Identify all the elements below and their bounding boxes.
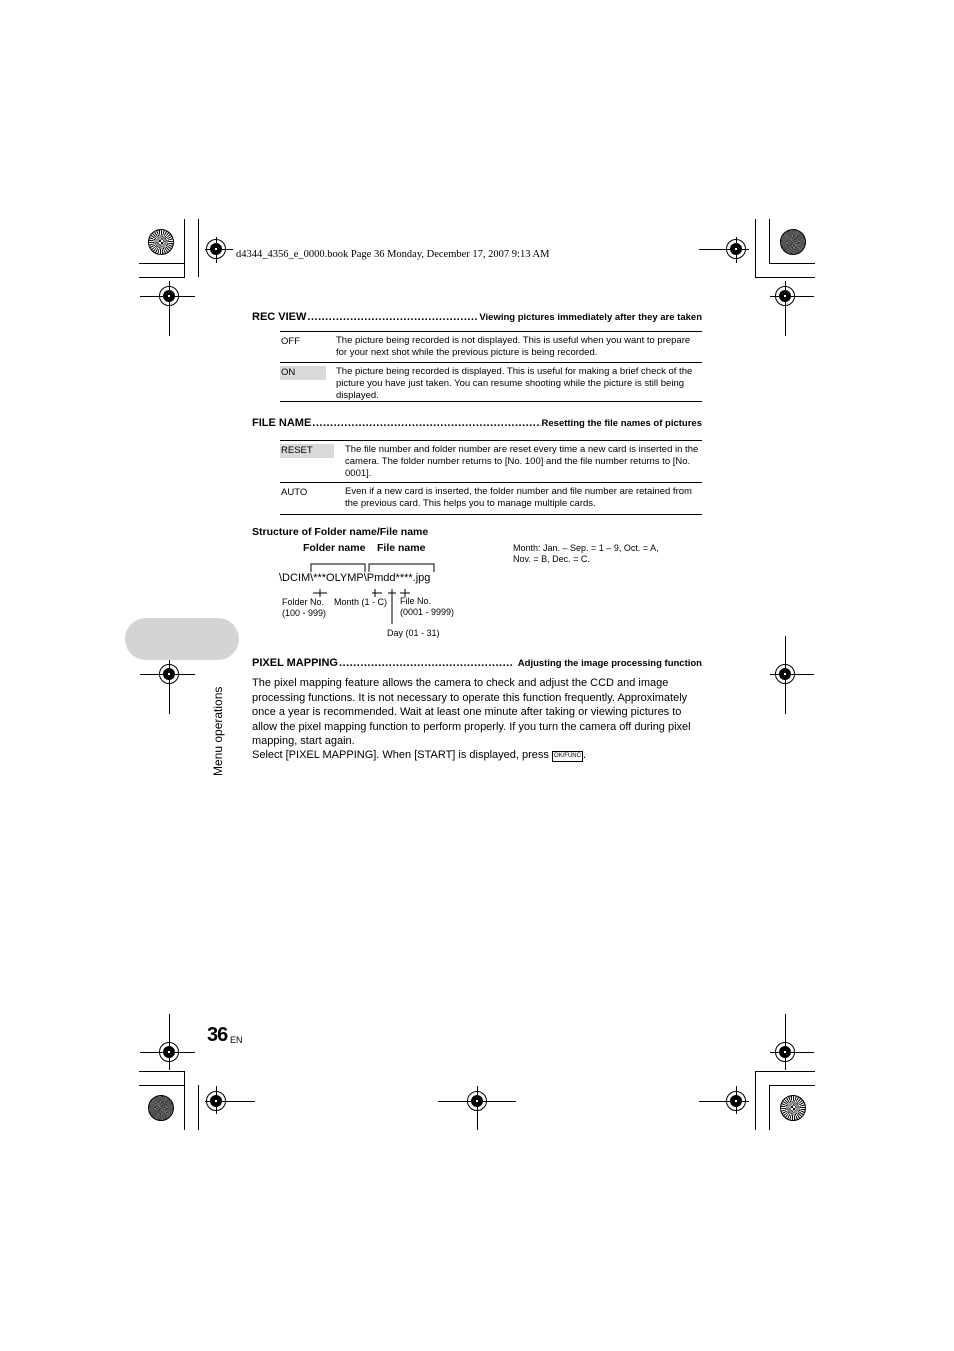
registration-target-icon	[206, 1091, 226, 1111]
month-note: Month: Jan. – Sep. = 1 – 9, Oct. = A,	[513, 543, 659, 553]
pixel-mapping-instruction	[252, 748, 704, 763]
structure-heading: Structure of Folder name/File name	[252, 526, 429, 538]
day-label: Day (01 - 31)	[387, 628, 440, 638]
folder-no-label: Folder No.	[282, 597, 325, 607]
file-no-label: File No.	[400, 596, 432, 606]
registration-target-icon	[467, 1091, 487, 1111]
pixel-mapping-heading	[252, 657, 702, 671]
crop-mark	[755, 1071, 756, 1130]
file-name-title: FILE NAME	[252, 417, 312, 429]
crop-mark	[139, 1085, 184, 1086]
registration-starburst-icon	[780, 1095, 806, 1121]
crop-mark	[139, 1071, 185, 1072]
crop-mark	[769, 1085, 815, 1086]
registration-target-icon	[775, 1042, 795, 1062]
leader-dots	[339, 657, 514, 669]
month-label: Month (1 - C)	[334, 597, 388, 607]
ok-func-button-icon: OK/FUNC	[552, 751, 583, 762]
rec-view-subtitle: Viewing pictures immediately after they are taken	[479, 312, 702, 323]
folder-name-label: Folder name	[303, 542, 366, 554]
rec-view-title: REC VIEW	[252, 311, 307, 323]
chapter-label: Menu operations	[211, 686, 225, 776]
instruction-text: Select [PIXEL MAPPING]. When [START] is displayed, press	[252, 749, 549, 761]
path-example: \DCIM\***OLYMP\Pmdd****.jpg	[279, 572, 431, 584]
option-key: OFF	[281, 336, 300, 347]
crop-mark	[198, 1085, 199, 1130]
crop-mark	[755, 1071, 815, 1072]
option-key: RESET	[280, 444, 334, 458]
registration-target-icon	[726, 1091, 746, 1111]
file-no-range: (0001 - 9999)	[400, 607, 455, 617]
file-name-label: File name	[377, 542, 426, 554]
pixel-mapping-body: The pixel mapping feature allows the camera to check and adjust the CCD and image processing functions. It is not necessary to operate this function frequently. Approximately once a year is recommended. Wait at least one minute after taking or viewing pictures to allow the pixel mapping function to perform properly. If you turn the camera off during pixel mapping, start again.	[252, 677, 691, 747]
option-key: AUTO	[281, 487, 308, 498]
option-description: Even if a new card is inserted, the folder number and file number are retained from the previous card. This helps you to manage multiple cards.	[345, 486, 692, 509]
registration-starburst-icon	[148, 1095, 174, 1121]
option-description: The file number and folder number are reset every time a new card is inserted in the camera. The folder number returns to [No. 100] and the file number returns to [No. 0001].	[345, 444, 699, 479]
page-number: 36	[207, 1024, 228, 1046]
option-description: The picture being recorded is not displayed. This is useful when you want to prepare for your next shot while the previous picture is being recorded.	[336, 335, 691, 358]
instruction-end: .	[582, 749, 587, 761]
print-file-info: d4344_4356_e_0000.book Page 36 Monday, December 17, 2007 9:13 AM	[236, 249, 550, 260]
pixel-mapping-subtitle: Adjusting the image processing function	[517, 658, 702, 669]
crop-mark	[184, 1071, 185, 1130]
file-name-subtitle: Resetting the file names of pictures	[541, 418, 702, 429]
registration-target-icon	[159, 1042, 179, 1062]
option-key: ON	[280, 366, 326, 380]
language-code: EN	[230, 1035, 243, 1045]
pixel-mapping-title: PIXEL MAPPING	[252, 657, 338, 669]
month-note: Nov. = B, Dec. = C.	[513, 554, 590, 564]
folder-no-range: (100 - 999)	[282, 608, 327, 618]
option-description: The picture being recorded is displayed. This is useful for making a brief check of the picture you have just taken. You can resume shooting while the picture is still being displayed.	[336, 366, 693, 401]
crop-mark	[769, 1085, 770, 1130]
